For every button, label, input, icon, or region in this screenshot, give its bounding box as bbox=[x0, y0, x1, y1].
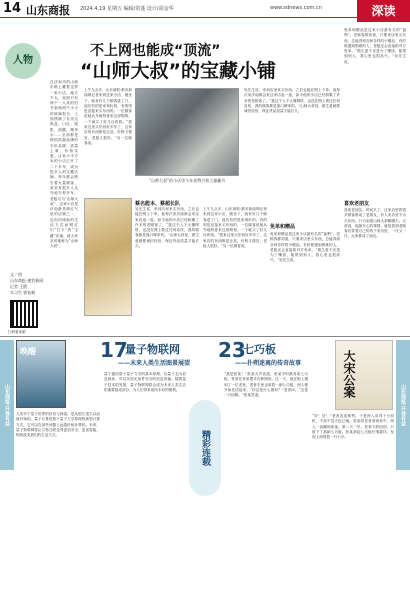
book1-column-1: 人类对于量子世界的好奇与探索，是从很久很久以前就开始的。量子计算是基于量子力学原理的新型计算方式，它可以在某些问题上远超传统计算机。未来，量子物联网将让万物互联变得更加安全、更加智能，彻底改变我们的生活方式。 bbox=[16, 412, 100, 438]
topic-label: 人物 bbox=[5, 43, 41, 79]
article-column-3: 吴先生说，来到店里来买东西，之后也能在网上下单，他每次来济南都会来这家店逛一逛，如今他的小店已经积累了许多的老顾客了。“我这个人不太懂网络，也没在网上做过任何宣传，我的顾客都是靠口碑来的。”山师大叔说，做生意就要诚信经营，保证货品质量才能长久。 bbox=[135, 207, 199, 249]
qr-code-icon[interactable] bbox=[10, 300, 38, 328]
book1-column-2: 量子通信基于量子力学的基本原理，以量子态为信息载体，可以实现无条件安全的信息传输。随着量子技术的发展，量子物联网将会成为未来人类生活的重要组成部分，为人们带来前所未有的便利。 bbox=[104, 372, 186, 392]
sub-heading-free: 免单和赠品 bbox=[270, 224, 296, 230]
article-column-4: 吴先生说，来到店里来买东西，之后也能在网上下单，他每次来济南都会来这家店逛一逛，如今他的小店已经积累了许多的老顾客了。“我这个人不太懂网络，也没在网上做过任何宣传，我的顾客都是靠口碑来的。”山师大叔说，做生意就要诚信经营，保证货品质量才能长久。 bbox=[244, 88, 340, 114]
book2-column-2: “好！好！”老者连连称赞。于是两人谈得十分投机，不知不觉天色已晚。张某将老者请到家中，两人一直聊到深夜。第二天一早，老者不辞而别，只留下了那副七巧板。张某拿起七巧板仔细端详，发现上面刻着一行小字。 bbox=[312, 414, 394, 440]
sub-heading-names: 蔡名能本、蔡超长队 bbox=[135, 201, 181, 207]
header-date-line: 2024.4.19 星期五 编辑/贺蓬 设计/胡金华 bbox=[80, 6, 174, 12]
article-column-5: 免单和赠品是这家小店最有名的“福利”。老顾客都知道，只要来店里买东西，总能得到各种各样的小赠品，有时候遇到困难的人，老板还会直接给对方免单。“做生意不光是为了赚钱，能帮到别人，我心里也很高兴。”吴先生说。 bbox=[270, 232, 340, 263]
book2-subheading: ——扑朔迷离的传奇故事 bbox=[235, 360, 302, 367]
paper-name: 山东商报 bbox=[26, 4, 70, 17]
shop-photo bbox=[135, 88, 239, 176]
qr-caption: 扫码看视频 bbox=[8, 330, 26, 334]
product-photo bbox=[84, 198, 132, 316]
section-divider bbox=[0, 336, 410, 337]
sub-heading-friends: 喜欢老朋友 bbox=[344, 201, 370, 207]
book2-number: 23 bbox=[218, 338, 246, 362]
book2-column-1: “我是张某！”张某大声说道。张某平时最喜欢七巧板，常常在家里摆弄各种图形。这一天，他在街上遇到了一位老者，老者手里也拿着一副七巧板，两人便开始比试起来。“你这是什么图形？”老者问。“这是一只仙鹤。”张某答道。 bbox=[224, 372, 308, 398]
book1-heading: 量子物联网 bbox=[125, 343, 180, 356]
article-column-7: 喜欢老朋友。时间久了，这家店里的很多顾客都成了老朋友，有人来店里不为买东西，只为来跟山师大叔聊聊天。大叔说，他最开心的事情，就是看到老顾客们带着自己的孩子来店里，一代又一代，大家都成了朋友。 bbox=[344, 208, 406, 239]
article-title: “山师大叔”的宝藏小铺 bbox=[80, 60, 276, 82]
article-column-1: 在济南市的山师东路上藏着这样一家小店，地方不大，里面只有两个一人高的旧书架和两个小小的玻璃柜台，上面摆满了各类无纸盒、口红、眼影、面膜、精华水……全部都是韩国高端品牌的平价品牌，质量上乘，价格实惠。这家小平方米的小店已开了二十多年，成为很多人的宝藏店铺。每年都会吸引着大量顾客，甚至有很多人从外地专程开车，老板名为“山师大叔”，这家小店是济南最具网红气质的店铺之一，也因同城新的生活方式而网红们“打卡”的“宝藏”店铺，被大家亲切地称为“山师大叔”。 bbox=[50, 80, 78, 249]
book2-cover-title: 大宋公案 bbox=[342, 350, 356, 398]
book1-subheading: ——未来人类生活图景展望 bbox=[118, 360, 191, 367]
article-column-3b: 上午九点多，山东商报·都市新闻网记者来到这家小店，刚坐下，就有好几个顾客进了门，他们有的是来询价的，有的则是直接来买东西的。一位顾客说她从外地特意来这里购物，一下就买了好几百块钱。“我来这里买东西好多年了，这家店的东西都是正品，价格又便宜，老板人很好。”另一位顾客说。 bbox=[203, 207, 267, 249]
article-column-6: 免单和赠品是这家小店最有名的“福利”。老顾客都知道，只要来店里买东西，总能得到各种各样的小赠品，有时候遇到困难的人，老板还会直接给对方免单。“做生意不光是为了赚钱，能帮到别人，我心里也很高兴。”吴先生说。 bbox=[344, 28, 406, 64]
book1-cover-title: 唤醒 bbox=[20, 347, 36, 356]
article-subtitle: 不上网也能成“顶流” bbox=[90, 43, 221, 59]
serial-badge: 精彩连载 bbox=[189, 400, 221, 496]
reporter-credit: 文／图 山东商报·速豹新闻 记者 王鸥 实习生 郭钰帆 bbox=[10, 272, 44, 295]
left-side-label: 山东商报·开卷有益 bbox=[0, 340, 14, 470]
book2-heading: 七巧板 bbox=[243, 343, 276, 356]
photo-caption: “山师大叔”的小店里今年获赞引着大量藏书 bbox=[148, 178, 226, 183]
article-column-2: 上午九点多，山东商报·都市新闻网记者来到这家小店，刚坐下，就有好几个顾客进了门，他们有的是来询价的，有的则是直接来买东西的。一位顾客说她从外地特意来这里购物，一下就买了好几百块钱。“我来这里买东西好多年了，这家店的东西都是正品，价格又便宜，老板人很好。”另一位顾客说。 bbox=[84, 88, 132, 145]
header-site: www.sdnews.com.cn bbox=[270, 5, 322, 11]
right-side-label: 山东商报·开卷有益 bbox=[396, 340, 410, 470]
book1-number: 17 bbox=[100, 338, 128, 362]
section-badge: 深读 bbox=[357, 0, 410, 22]
page-number: 14 bbox=[3, 1, 22, 16]
